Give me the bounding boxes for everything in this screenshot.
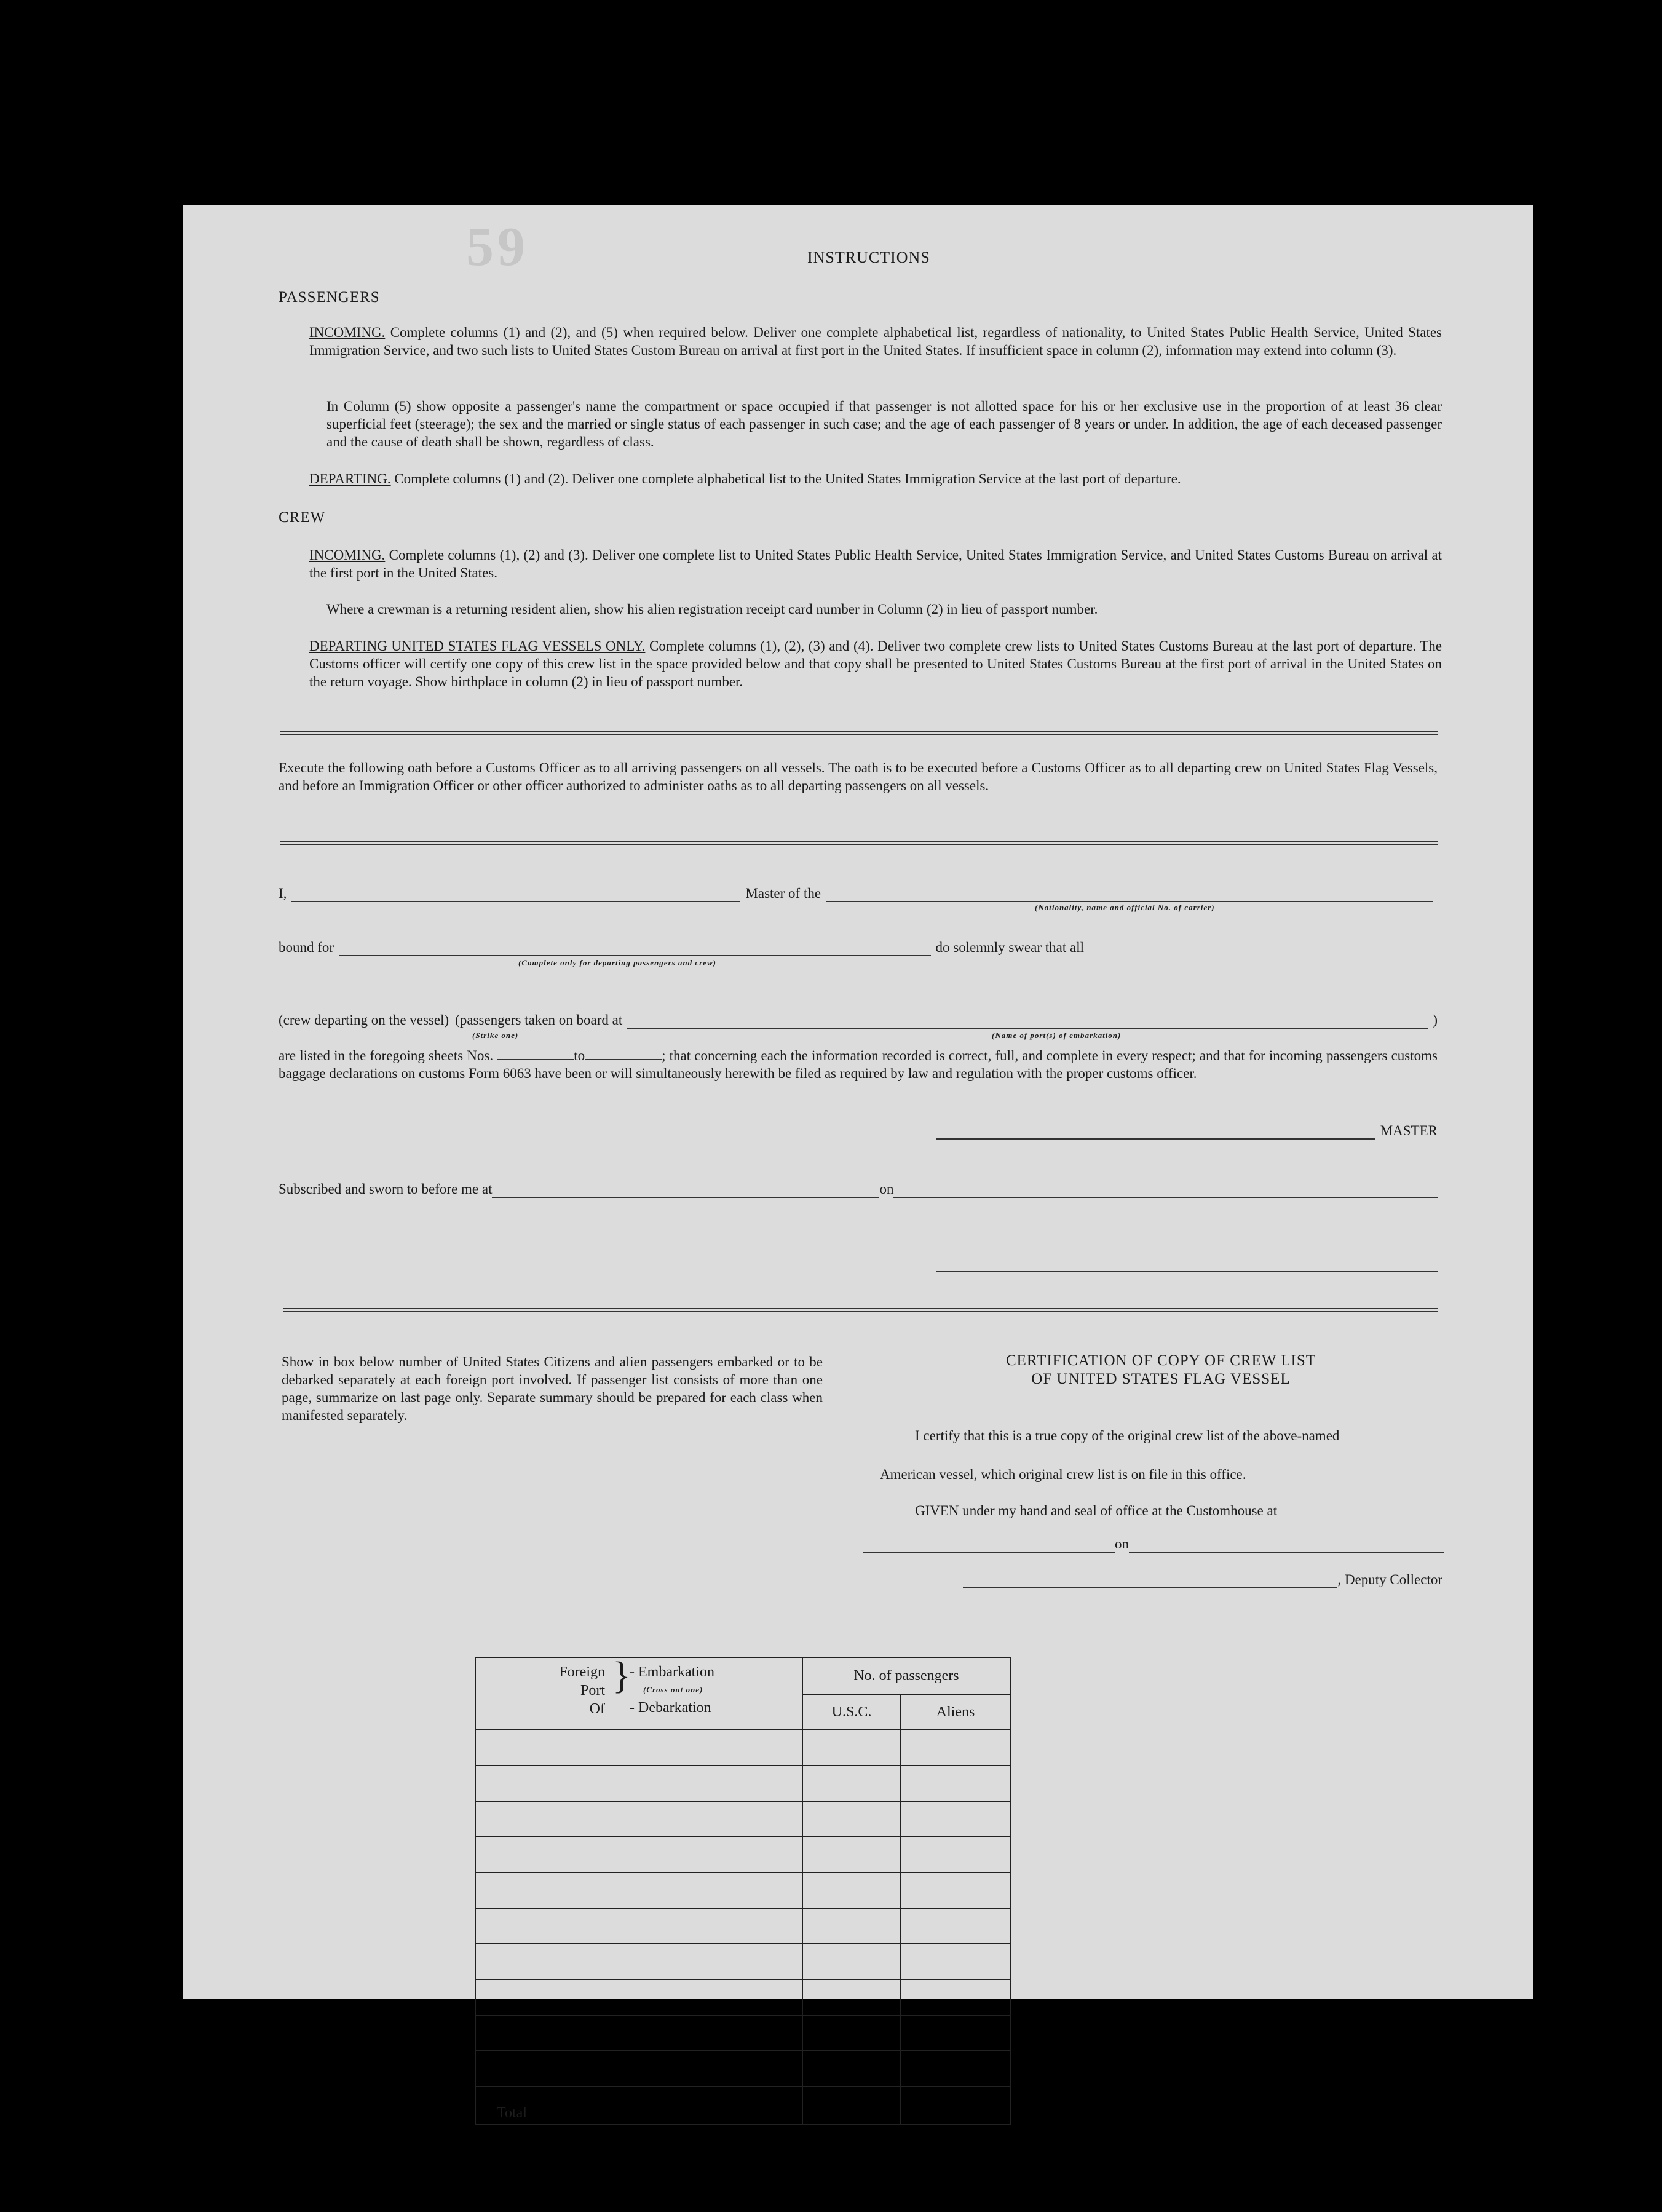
crew-departing-label: DEPARTING UNITED STATES FLAG VESSELS ONLY. [309,638,646,654]
sheets-from-field[interactable] [497,1059,574,1060]
sworn-place-field[interactable] [492,1197,879,1198]
embarkation-label: - Embarkation [630,1664,714,1680]
aliens-cell[interactable] [901,1730,1010,1766]
passengers-incoming-text: Complete columns (1) and (2), and (5) when required below. Deliver one complete alphabetical list, regardless of nationality, to United States Public Health Service, United States Immigration Service, and two such lists to United States Custom Bureau on arrival at first port in the United States. If insufficient space in column (2), information may extend into column (3). [309,325,1442,358]
crew-incoming-label: INCOMING. [309,547,386,563]
usc-cell[interactable] [802,1837,901,1873]
aliens-cell[interactable] [901,1801,1010,1837]
crew-departing-text: Complete columns (1), (2), (3) and (4). Deliver two complete crew lists to United States Customs Bureau at the last port of departure. The Customs officer will certify one copy of this crew list in the space provided below and that copy shall be presented to United States Customs Bureau at the first port of arrival in the United States on the return voyage. Show birthplace in column (2) in lieu of passport number. [309,638,1442,689]
strike-note: (Strike one) [472,1031,519,1040]
table-row [475,2015,1010,2051]
oath-intro: Execute the following oath before a Customs Officer as to all arriving passengers on all vessels. The oath is to be executed before a Customs Officer as to all departing crew on United States Flag Vessels, and before an Immigration Officer or other officer authorized to administer oaths as to all departing passengers on all vessels. [279,760,1438,793]
master-signature-line [936,1122,1438,1140]
close-paren: ) [1433,1012,1438,1028]
ports-note: (Name of port(s) of embarkation) [992,1031,1122,1040]
aliens-cell[interactable] [901,1980,1010,2015]
deputy-label: , Deputy Collector [1337,1572,1442,1587]
aliens-cell[interactable] [901,1837,1010,1873]
given-text: GIVEN under my hand and seal of office at the Customhouse at [915,1503,1278,1518]
total-aliens-cell[interactable] [901,2087,1010,2125]
officer-signature-field[interactable] [936,1271,1438,1272]
carrier-field[interactable] [826,901,1433,902]
oath-line-bound [279,938,1084,956]
passenger-summary-table [475,1657,1011,2125]
crew-resident: Where a crewman is a returning resident alien, show his alien registration receipt card number in Column (2) in lieu of passport number. [326,601,1098,617]
aliens-cell[interactable] [901,1873,1010,1908]
usc-cell[interactable] [802,1908,901,1944]
cross-out-note: (Cross out one) [643,1685,703,1694]
passengers-departing-text: Complete columns (1) and (2). Deliver one complete alphabetical list to the United States Immigration Service at the last port of departure. [394,471,1181,486]
port-cell[interactable] [475,2051,802,2087]
section-divider [280,841,1438,845]
port-cell[interactable] [475,1944,802,1980]
master-of-label: Master of the [745,886,821,901]
passengers-incoming-label: INCOMING. [309,325,386,340]
aliens-cell[interactable] [901,1944,1010,1980]
passengers-departing [309,470,1442,488]
port-cell[interactable] [475,1730,802,1766]
cert-date-field[interactable] [1129,1552,1444,1553]
passengers-column5: In Column (5) show opposite a passenger's name the compartment or space occupied if that passenger is not allotted space for his or her exclusive use in the proportion of at least 36 clear superficial feet (steerage); the sex and the married or single status of each passenger in such case; and the age of each passenger of 8 years or under. In addition, the age of each deceased passenger and the cause of death shall be shown, regardless of class. [326,398,1442,450]
page-number-mark: 59 [466,216,529,277]
usc-cell[interactable] [802,1730,901,1766]
port-cell[interactable] [475,1766,802,1801]
form-page [183,205,1533,2121]
passengers-label: (passengers taken on board at [455,1012,623,1028]
port-cell[interactable] [475,1837,802,1873]
table-row [475,1944,1010,1980]
certify-text: I certify that this is a true copy of the original crew list of the above-named [915,1428,1340,1443]
table-row [475,1873,1010,1908]
table-row [475,1801,1010,1837]
usc-header: U.S.C. [802,1694,901,1730]
carrier-note: (Nationality, name and official No. of carrier) [1035,903,1215,912]
sworn-date-field[interactable] [893,1197,1438,1198]
customhouse-field[interactable] [863,1552,1115,1553]
aliens-cell[interactable] [901,2051,1010,2087]
crew-heading: CREW [279,509,326,526]
embarkation-ports-field[interactable] [627,1028,1428,1029]
sheets-prefix: are listed in the foregoing sheets Nos. [279,1048,494,1063]
table-row [475,1730,1010,1766]
certification-title [976,1352,1345,1389]
cert-on-label: on [1115,1536,1129,1552]
oath-line-master [279,884,1438,902]
sheets-to-label: to [574,1048,585,1063]
table-row [475,1837,1010,1873]
section-divider [283,1308,1438,1312]
aliens-cell[interactable] [901,1908,1010,1944]
usc-cell[interactable] [802,2051,901,2087]
passengers-departing-label: DEPARTING. [309,471,391,486]
port-cell[interactable] [475,2015,802,2051]
total-row [475,2087,1010,2125]
usc-cell[interactable] [802,1801,901,1837]
section-divider [280,731,1438,735]
port-cell[interactable] [475,1873,802,1908]
swear-label: do solemnly swear that all [935,940,1084,955]
no-passengers-header: No. of passengers [802,1657,1010,1694]
crew-vessel-label: (crew departing on the vessel) [279,1012,449,1028]
table-row [475,1766,1010,1801]
bound-for-field[interactable] [339,955,930,956]
usc-cell[interactable] [802,1766,901,1801]
deputy-signature-field[interactable] [963,1587,1337,1588]
table-row [475,2051,1010,2087]
oath-i-label: I, [279,886,287,901]
oath-sheets [279,1047,1438,1082]
col-port-label: Port [580,1683,605,1699]
bound-for-label: bound for [279,940,334,955]
aliens-cell[interactable] [901,2015,1010,2051]
port-cell[interactable] [475,1980,802,2015]
american-text: American vessel, which original crew list is on file in this office. [880,1467,1246,1482]
master-label: MASTER [1380,1123,1438,1138]
usc-cell[interactable] [802,2015,901,2051]
crew-incoming-text: Complete columns (1), (2) and (3). Deliver one complete list to United States Public Health Service, United States Immigration Service, and United States Customs Bureau on arrival at the first port in the United States. [309,547,1442,581]
subscribed-label: Subscribed and sworn to before me at [279,1181,493,1197]
aliens-header: Aliens [901,1694,1010,1730]
table-row [475,1980,1010,2015]
total-usc-cell[interactable] [802,2087,901,2125]
instructions-title: INSTRUCTIONS [807,248,930,266]
departing-note: (Complete only for departing passengers and crew) [518,958,716,967]
aliens-cell[interactable] [901,1766,1010,1801]
col-of-label: Of [589,1701,605,1717]
certification-title-line2: OF UNITED STATES FLAG VESSEL [1031,1371,1291,1387]
summary-intro: Show in box below number of United States Citizens and alien passengers embarked or to be debarked separately at each foreign port involved. If passenger list consists of more than one page, summarize on last page only. Separate summary should be prepared for each class when manifested separately. [282,1354,823,1423]
usc-cell[interactable] [802,1873,901,1908]
brace-icon: } [612,1655,631,1697]
usc-cell[interactable] [802,1980,901,2015]
crew-incoming [309,546,1442,582]
table-row [475,1908,1010,1944]
sheets-suffix: ; that concerning each the information recorded is correct, full, and complete in every respect; and that for incoming passengers customs baggage declarations on customs Form 6063 have been or will simultaneously herewith be filed as required by law and regulation with the proper customs officer. [279,1048,1438,1081]
debarkation-label: - Debarkation [630,1700,711,1716]
passengers-heading: PASSENGERS [279,289,380,306]
port-cell[interactable] [475,1908,802,1944]
foreign-port-header [475,1657,802,1730]
subscribed-line [279,1180,1438,1198]
usc-cell[interactable] [802,1944,901,1980]
port-cell[interactable] [475,1801,802,1837]
sworn-on-label: on [879,1181,894,1197]
oath-line-ports [279,1011,1438,1029]
col-foreign-label: Foreign [559,1664,605,1680]
deputy-line [963,1571,1442,1588]
sheets-to-field[interactable] [585,1059,662,1060]
crew-departing [309,637,1442,691]
customhouse-line [863,1535,1444,1553]
name-field[interactable] [291,901,740,902]
total-label: Total [475,2087,802,2125]
table-header-row [475,1657,1010,1694]
master-signature-field[interactable] [936,1138,1375,1140]
certification-title-line1: CERTIFICATION OF COPY OF CREW LIST [1005,1352,1316,1369]
passengers-incoming [309,323,1442,359]
